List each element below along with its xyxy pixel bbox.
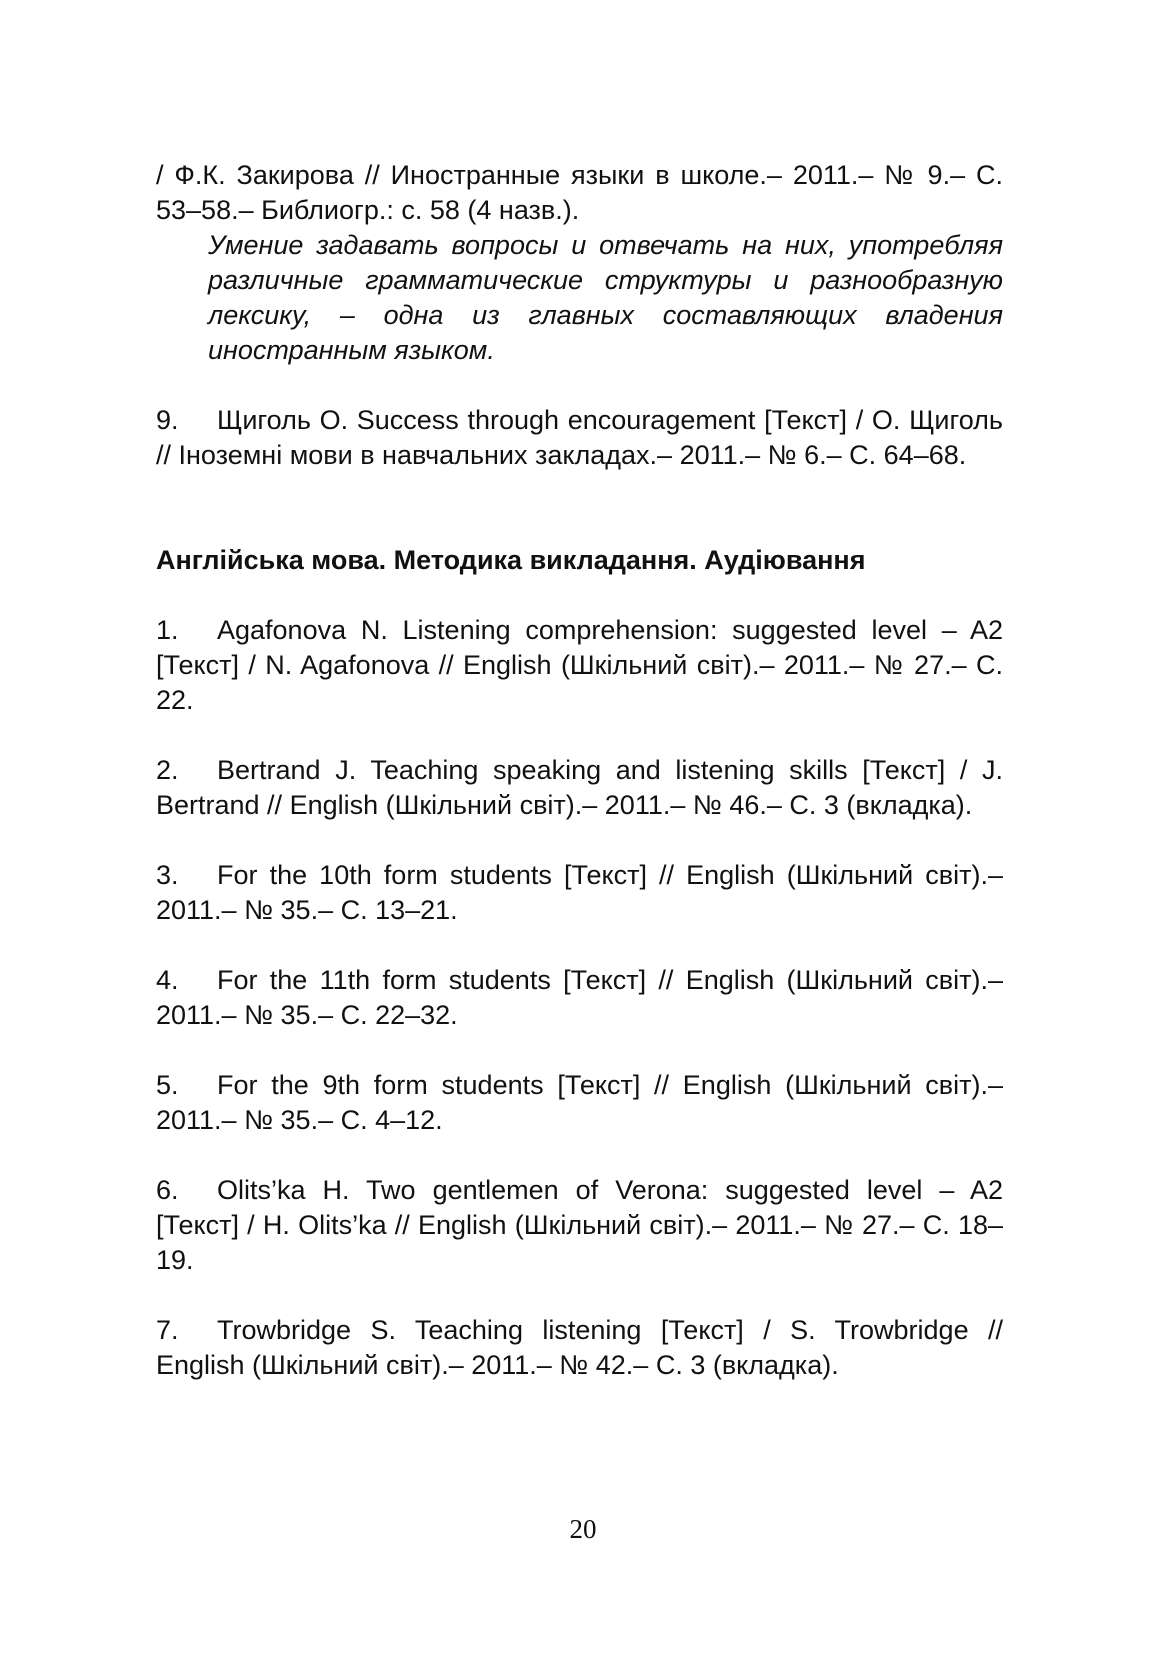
entry-9 xyxy=(156,403,1003,473)
entry-text: Bertrand J. Teaching speaking and listening skills [Текст] / J. Bertrand // English (Шкільний світ).– 2011.– № 46.– С. 3 (вкладка). xyxy=(156,755,1003,820)
spacer xyxy=(156,1278,1003,1313)
entry-8-continuation xyxy=(156,158,1003,228)
entry-number: 9. xyxy=(156,405,179,435)
page-content xyxy=(156,158,1003,1383)
spacer xyxy=(156,718,1003,753)
entry-text: Agafonova N. Listening comprehension: suggested level – A2 [Текст] / N. Agafonova // English (Шкільний світ).– 2011.– № 27.– С. 22. xyxy=(156,615,1003,715)
entry-text: For the 9th form students [Текст] // English (Шкільний світ).– 2011.– № 35.– С. 4–12. xyxy=(156,1070,1003,1135)
entry-8-annotation: Умение задавать вопросы и отвечать на них, употребляя различные грамматические структуры и разнообразную лексику, – одна из главных составляющих владения иностранным языком. xyxy=(208,230,1003,365)
entry-text: For the 10th form students [Текст] // English (Шкільний світ).– 2011.– № 35.– С. 13–21. xyxy=(156,860,1003,925)
entry-number: 1. xyxy=(156,615,179,645)
entry-number: 7. xyxy=(156,1315,179,1345)
list-item xyxy=(156,1068,1003,1138)
spacer xyxy=(156,368,1003,403)
list-item xyxy=(156,1173,1003,1278)
list-item xyxy=(156,1313,1003,1383)
entry-text: Olits’ka H. Two gentlemen of Verona: suggested level – A2 [Текст] / H. Olits’ka // English (Шкільний світ).– 2011.– № 27.– С. 18–19. xyxy=(156,1175,1003,1275)
spacer xyxy=(156,1138,1003,1173)
entry-number: 2. xyxy=(156,755,179,785)
entry-number: 4. xyxy=(156,965,179,995)
spacer xyxy=(156,1033,1003,1068)
list-item xyxy=(156,753,1003,823)
list-item xyxy=(156,858,1003,928)
entry-text: / Ф.К. Закирова // Иностранные языки в школе.– 2011.– № 9.– С. 53–58.– Библиогр.: с. 58 (4 назв.). xyxy=(156,160,1003,225)
section-heading: Англійська мова. Методика викладання. Аудіювання xyxy=(156,545,866,575)
entry-number: 6. xyxy=(156,1175,179,1205)
entry-text: For the 11th form students [Текст] // English (Шкільний світ).– 2011.– № 35.– С. 22–32. xyxy=(156,965,1003,1030)
spacer xyxy=(156,578,1003,613)
spacer xyxy=(156,473,1003,543)
spacer xyxy=(156,928,1003,963)
page-number: 20 xyxy=(569,1514,597,1544)
spacer xyxy=(156,823,1003,858)
list-item xyxy=(156,613,1003,718)
entry-number: 3. xyxy=(156,860,179,890)
entry-number: 5. xyxy=(156,1070,179,1100)
entry-text: Trowbridge S. Teaching listening [Текст] / S. Trowbridge // English (Шкільний світ).– 2011.– № 42.– С. 3 (вкладка). xyxy=(156,1315,1003,1380)
entry-text: Щиголь О. Success through encouragement [Текст] / О. Щиголь // Іноземні мови в навчальних закладах.– 2011.– № 6.– С. 64–68. xyxy=(156,405,1003,470)
list-item xyxy=(156,963,1003,1033)
